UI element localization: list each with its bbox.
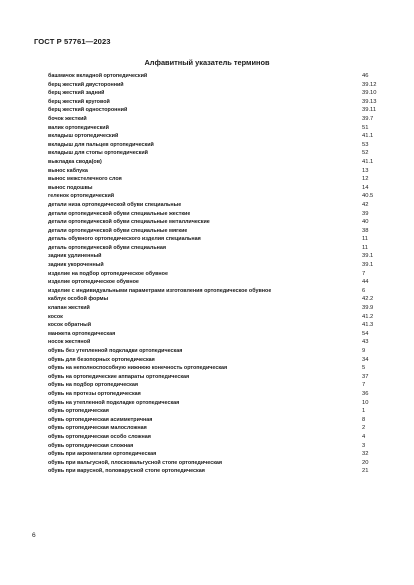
index-entry	[48, 399, 388, 408]
index-term-reference: 10	[362, 399, 369, 406]
index-entry	[48, 433, 388, 442]
index-term: деталь ортопедической обуви специальная	[48, 244, 167, 251]
index-entry	[48, 442, 388, 451]
index-term-reference: 7	[362, 270, 366, 277]
index-entry	[48, 141, 388, 150]
index-term: обувь при вальгусной, плосковальгусной стопе ортопедическая	[48, 459, 223, 466]
index-term-reference: 1	[362, 408, 366, 415]
term-index-list	[48, 72, 388, 476]
index-entry	[48, 98, 388, 107]
index-entry	[48, 106, 388, 115]
index-term-reference: 21	[362, 468, 369, 475]
index-term: обувь ортопедическая асимметричная	[48, 416, 153, 423]
index-term-reference: 39.7	[362, 115, 374, 122]
index-term: обувь на неполноспособную нижнюю конечность ортопедическая	[48, 365, 228, 372]
index-term: обувь на подбор ортопедическая	[48, 382, 139, 389]
index-entry	[48, 218, 388, 227]
index-entry	[48, 72, 388, 81]
index-term-reference: 52	[362, 150, 369, 157]
index-entry	[48, 416, 388, 425]
index-term: изделие ортопедическое обувное	[48, 279, 139, 286]
index-term-reference: 41.1	[362, 158, 374, 165]
index-term: обувь ортопедическая сложная	[48, 442, 134, 449]
index-entry	[48, 210, 388, 219]
index-term-reference: 42	[362, 201, 369, 208]
index-term-reference: 3	[362, 442, 366, 449]
index-entry	[48, 330, 388, 339]
index-term-reference: 39.1	[362, 262, 374, 269]
index-term: детали ортопедической обуви специальные металлические	[48, 219, 210, 226]
index-term: обувь при варусной, половарусной стопе ортопедическая	[48, 468, 205, 475]
index-entry	[48, 304, 388, 313]
index-entry	[48, 201, 388, 210]
index-entry	[48, 467, 388, 476]
index-term-reference: 6	[362, 287, 366, 294]
index-term-reference: 41.3	[362, 322, 374, 329]
index-term: обувь для безопорных ортопедическая	[48, 356, 155, 363]
index-term-reference: 11	[362, 244, 369, 251]
index-term: обувь при акромегалии ортопедическая	[48, 451, 157, 458]
index-term: вкладыш для пальцев ортопедический	[48, 141, 154, 148]
index-entry	[48, 295, 388, 304]
index-term-reference: 39.12	[362, 81, 377, 88]
index-term-reference: 14	[362, 184, 369, 191]
index-entry	[48, 244, 388, 253]
index-term: каблук особой формы	[48, 296, 109, 303]
index-term: бочок жесткий	[48, 115, 87, 122]
index-term-reference: 34	[362, 356, 369, 363]
index-term-reference: 32	[362, 451, 369, 458]
index-entry	[48, 81, 388, 90]
index-term: обувь на протезы ортопедическая	[48, 390, 141, 397]
index-term-reference: 5	[362, 365, 366, 372]
index-term: задник удлиненный	[48, 253, 102, 260]
index-term: обувь ортопедическая	[48, 408, 109, 415]
index-term: обувь без утепленной подкладки ортопедическая	[48, 348, 183, 354]
index-entry	[48, 381, 388, 390]
index-term: изделие с индивидуальными параметрами изготовления ортопедическое обувное	[48, 287, 272, 294]
index-term: детали ортопедической обуви специальные мягкие	[48, 227, 188, 234]
index-term-reference: 39.9	[362, 305, 374, 312]
index-term-reference: 37	[362, 373, 369, 380]
index-term-reference: 20	[362, 459, 369, 466]
index-term: обувь на ортопедические аппараты ортопедическая	[48, 373, 190, 380]
index-term: обувь ортопедическая малосложная	[48, 425, 147, 432]
index-entry	[48, 459, 388, 468]
index-term: изделие на подбор ортопедическое обувное	[48, 270, 168, 277]
index-entry	[48, 287, 388, 296]
index-term: косок обратный	[48, 322, 92, 329]
index-term: вынос межстелечного слоя	[48, 176, 122, 183]
index-entry	[48, 184, 388, 193]
index-term: задник укороченный	[48, 262, 104, 269]
index-entry	[48, 390, 388, 399]
index-entry	[48, 261, 388, 270]
index-term: берц жесткий круговой	[48, 98, 110, 105]
index-term-reference: 46	[362, 73, 369, 79]
index-entry	[48, 192, 388, 201]
index-term-reference: 12	[362, 176, 369, 183]
index-entry	[48, 450, 388, 459]
index-term-reference: 39.13	[362, 98, 377, 105]
index-term-reference: 40	[362, 219, 369, 226]
standard-designation: ГОСТ Р 57761—2023	[34, 37, 111, 46]
index-term: берц жесткий задний	[48, 90, 105, 97]
index-entry	[48, 270, 388, 279]
index-term-reference: 40.5	[362, 193, 374, 200]
index-term-reference: 54	[362, 330, 369, 337]
index-term-reference: 7	[362, 382, 366, 389]
index-term: манжета ортопедическая	[48, 330, 116, 337]
index-term: валик ортопедический	[48, 124, 109, 131]
index-entry	[48, 373, 388, 382]
index-entry	[48, 364, 388, 373]
index-entry	[48, 338, 388, 347]
index-entry	[48, 175, 388, 184]
index-entry	[48, 158, 388, 167]
index-term: деталь обувного ортопедического изделия специальная	[48, 236, 201, 243]
index-term: обувь ортопедическая особо сложная	[48, 433, 151, 440]
index-term-reference: 41.2	[362, 313, 374, 320]
index-term-reference: 9	[362, 348, 366, 354]
index-term: вынос каблука	[48, 167, 88, 174]
index-entry	[48, 89, 388, 98]
index-entry	[48, 132, 388, 141]
index-entry	[48, 167, 388, 176]
index-term: детали низа ортопедической обуви специальные	[48, 201, 182, 208]
index-term-reference: 13	[362, 167, 369, 174]
index-term: носок жестяной	[48, 339, 91, 346]
index-term-reference: 39	[362, 210, 369, 217]
index-term-reference: 38	[362, 227, 369, 234]
index-term: детали ортопедической обуви специальные жесткие	[48, 210, 191, 217]
index-entry	[48, 115, 388, 124]
index-term-reference: 2	[362, 425, 366, 432]
index-term: обувь на утепленной подкладке ортопедическая	[48, 399, 180, 406]
index-term-reference: 4	[362, 433, 366, 440]
index-term: клапан жесткий	[48, 305, 90, 312]
index-entry	[48, 347, 388, 356]
index-term: берц жесткий двусторонний	[48, 81, 124, 88]
index-term-reference: 39.1	[362, 253, 374, 260]
index-term: башмачок вкладной ортопедический	[48, 73, 148, 79]
index-term-reference: 41.1	[362, 133, 374, 140]
index-term: вынос подошвы	[48, 184, 93, 191]
index-term-reference: 39.11	[362, 107, 377, 114]
index-term-reference: 53	[362, 141, 369, 148]
index-entry	[48, 124, 388, 133]
index-entry	[48, 235, 388, 244]
index-term: выкладка свода(ов)	[48, 158, 102, 165]
index-entry	[48, 424, 388, 433]
index-term-reference: 42.2	[362, 296, 374, 303]
index-entry	[48, 149, 388, 158]
index-term: вкладыш ортопедический	[48, 133, 119, 140]
index-title: Алфавитный указатель терминов	[144, 58, 270, 67]
index-entry	[48, 407, 388, 416]
index-term-reference: 36	[362, 390, 369, 397]
index-term: вкладыш для стопы ортопедический	[48, 150, 148, 157]
index-entry	[48, 252, 388, 261]
index-term-reference: 44	[362, 279, 369, 286]
index-term-reference: 8	[362, 416, 366, 423]
index-entry	[48, 356, 388, 365]
page-number: 6	[32, 532, 36, 539]
index-term: косок	[48, 313, 63, 320]
index-term-reference: 43	[362, 339, 369, 346]
index-term-reference: 51	[362, 124, 369, 131]
index-term-reference: 39.10	[362, 90, 377, 97]
index-term: берц жесткий односторонний	[48, 107, 128, 114]
index-term-reference: 11	[362, 236, 369, 243]
index-entry	[48, 278, 388, 287]
index-term: геленок ортопедический	[48, 193, 115, 200]
index-entry	[48, 321, 388, 330]
index-entry	[48, 313, 388, 322]
index-entry	[48, 227, 388, 236]
